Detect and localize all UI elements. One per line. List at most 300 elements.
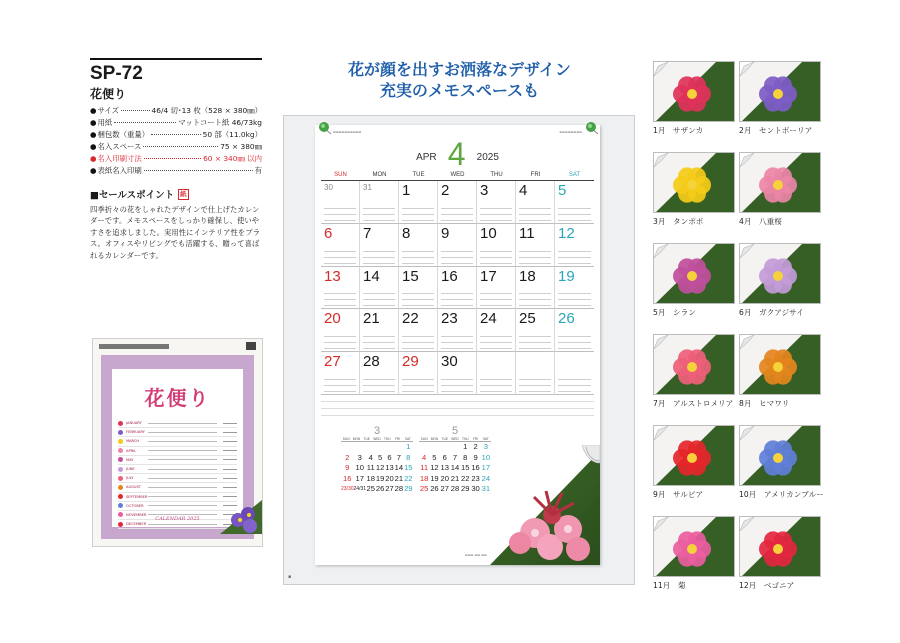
day-cell[interactable]	[321, 309, 360, 352]
calendar-sheet	[315, 125, 600, 565]
mini-day: 13	[440, 463, 449, 473]
mini-next-title: 5	[451, 425, 459, 437]
pink-flower-image	[490, 445, 600, 565]
memo-lines	[480, 331, 512, 349]
day-cell[interactable]	[321, 267, 360, 310]
day-cell[interactable]	[555, 352, 594, 395]
mini-day: 18	[366, 473, 375, 483]
day-number: 4	[519, 182, 528, 199]
mini-day: 15	[404, 463, 413, 473]
mini-day: 8	[406, 452, 411, 462]
day-cell[interactable]	[321, 224, 360, 267]
mini-day: 10	[481, 452, 491, 462]
mini-weekday: TUE	[441, 437, 448, 441]
bullet-icon: ●	[90, 106, 97, 115]
memo-lines	[363, 374, 395, 392]
mini-day: 2	[473, 442, 478, 451]
day-cell[interactable]	[477, 352, 516, 395]
mini-day	[385, 442, 394, 453]
day-number: 15	[402, 267, 419, 285]
cover-month-line	[148, 423, 217, 424]
mini-day: 13	[385, 463, 394, 473]
memo-lines	[363, 203, 395, 221]
sales-point-heading	[90, 187, 262, 201]
mini-day: 1	[406, 442, 411, 451]
mini-weekday: THU	[462, 437, 469, 441]
memo-lines	[321, 395, 594, 421]
cover-month-name: JULY	[126, 476, 134, 481]
day-cell[interactable]	[477, 309, 516, 352]
product-spec	[90, 58, 262, 261]
flower-image	[653, 516, 735, 577]
mini-day: 18	[419, 473, 429, 483]
flower-caption: 2月 セントポーリア	[739, 126, 813, 135]
weekday-label: THU	[490, 172, 503, 178]
mini-day: 21	[450, 473, 460, 483]
calendar-grid	[321, 169, 594, 395]
memo-lines	[480, 288, 512, 306]
memo-lines	[441, 246, 473, 264]
mini-weekday: FRI	[394, 437, 401, 441]
mini-day: 19	[430, 473, 439, 483]
mini-day: 27	[440, 484, 449, 494]
day-cell[interactable]	[399, 181, 438, 224]
flower-thumbnail	[739, 425, 824, 500]
day-cell[interactable]	[477, 224, 516, 267]
flower-thumbnail	[739, 516, 821, 591]
model-number: SP-72	[90, 63, 143, 84]
flower-thumbnail	[653, 425, 735, 500]
cover-month-name: NOVEMBER	[126, 512, 147, 517]
flower-photo	[740, 335, 821, 395]
mini-day: 16	[471, 463, 480, 473]
cover-month-line	[148, 450, 217, 451]
mini-day	[394, 442, 403, 453]
weekday-label: MON	[372, 172, 387, 178]
flower-photo	[654, 426, 735, 486]
mini-day: 14	[450, 463, 460, 473]
flower-caption: 3月 タンポポ	[653, 217, 704, 226]
spec-value: マットコート紙 46/73kg	[178, 118, 262, 127]
cover-month-row	[118, 474, 237, 483]
bullet-icon: ●	[90, 166, 97, 175]
cover-month-name: OCTOBER	[126, 503, 144, 508]
mini-weekday: SUN	[342, 437, 350, 441]
spec-value: 50 部（11.0kg）	[202, 130, 262, 139]
mini-day: 19	[375, 473, 385, 483]
spec-list	[90, 105, 262, 177]
headline-line-2: 充実のメモスペースも	[379, 81, 540, 100]
flower-dot-icon	[118, 476, 123, 481]
spec-label: 梱包数（重量）	[97, 130, 150, 139]
cover-month-mark	[223, 487, 237, 488]
day-cell[interactable]	[399, 224, 438, 267]
mini-weekday: WED	[373, 437, 381, 441]
day-number: 30	[441, 353, 458, 371]
mini-day: 8	[463, 452, 468, 462]
mini-weekday: THU	[384, 437, 391, 441]
flower-image	[653, 152, 735, 213]
headline-line-1: 花が顔を出すお洒落なデザイン	[348, 60, 571, 79]
flower-thumbnail	[739, 243, 821, 318]
flower-image	[653, 243, 735, 304]
mini-weekday: MON	[430, 437, 439, 441]
mini-day: 21	[394, 473, 404, 483]
day-number: 26	[558, 310, 575, 328]
day-cell[interactable]	[555, 267, 594, 310]
memo-lines	[441, 331, 473, 349]
day-cell[interactable]	[438, 352, 477, 395]
cover-month-row	[118, 419, 237, 428]
calendar-header	[315, 136, 600, 172]
flower-thumbnail	[653, 334, 735, 409]
cover-month-mark	[223, 423, 237, 424]
flower-thumbnail	[653, 61, 735, 136]
flower-photo	[654, 153, 735, 213]
mini-day: 30	[471, 484, 480, 494]
mini-day: 17	[355, 473, 364, 483]
cover-month-mark	[223, 432, 237, 433]
flower-thumbnail	[739, 61, 821, 136]
cover-month-row	[118, 437, 237, 446]
mini-weekday: SAT	[482, 437, 489, 441]
mini-day: 1	[463, 442, 468, 451]
mini-day: 22	[461, 473, 470, 483]
flower-dot-icon	[118, 439, 123, 444]
spec-label: 名入スペース	[97, 142, 142, 151]
memo-lines	[441, 203, 473, 221]
day-cell[interactable]	[399, 309, 438, 352]
day-number: 16	[441, 267, 458, 285]
mini-day: 14	[394, 463, 404, 473]
spec-row	[90, 153, 262, 165]
memo-lines	[558, 203, 591, 221]
memo-lines	[324, 246, 356, 264]
mini-day: 26	[430, 484, 439, 494]
cover-thumbnail	[92, 338, 263, 547]
memo-lines	[480, 203, 512, 221]
mini-day: 17	[481, 463, 491, 473]
cover-month-mark	[223, 478, 237, 479]
mini-day	[354, 442, 367, 453]
mini-weekday: WED	[451, 437, 459, 441]
day-number: 19	[558, 267, 575, 285]
memo-lines	[519, 203, 551, 221]
spec-row	[90, 117, 262, 129]
day-cell[interactable]	[516, 352, 555, 395]
memo-lines	[441, 288, 473, 306]
mini-day: 23/30	[341, 486, 354, 493]
product-name: 花便り	[90, 87, 127, 101]
spec-label: 名入印刷寸法	[97, 154, 142, 163]
push-pin-icon	[585, 121, 599, 135]
flower-caption: 1月 サザンカ	[653, 126, 704, 135]
spec-label: 用紙	[97, 118, 113, 127]
memo-lines	[519, 331, 551, 349]
memo-lines	[324, 331, 356, 349]
cover-month-line	[148, 505, 217, 506]
day-number: 30	[324, 183, 333, 192]
day-number: 23	[441, 310, 458, 328]
day-number: 28	[363, 353, 380, 371]
mini-day: 4	[368, 452, 373, 462]
month-number: 4	[447, 136, 466, 172]
day-cell[interactable]	[555, 224, 594, 267]
cover-topbar	[93, 339, 262, 353]
day-cell[interactable]	[399, 352, 438, 395]
flower-dot-icon	[118, 467, 123, 472]
mini-day	[375, 442, 384, 453]
cover-month-line	[148, 441, 217, 442]
spec-value: 有	[254, 166, 262, 175]
day-cell[interactable]	[555, 309, 594, 352]
flower-thumbnail	[653, 516, 735, 591]
flower-image	[739, 243, 821, 304]
memo-lines	[402, 203, 434, 221]
flower-image	[653, 425, 735, 486]
cover-month-name: DECEMBER	[126, 522, 147, 527]
mini-day: 7	[396, 452, 402, 462]
mini-day: 11	[366, 463, 375, 473]
spec-value: 46/4 切･13 枚（528 × 380㎜）	[151, 106, 262, 115]
push-pin-icon	[318, 121, 332, 135]
sales-point-title: ■セールスポイント	[90, 190, 175, 201]
weekday-label: TUE	[412, 172, 425, 178]
mini-day	[419, 442, 429, 453]
mini-day	[450, 442, 460, 453]
flower-photo	[654, 244, 735, 304]
cover-month-mark	[223, 469, 237, 470]
day-number: 29	[402, 353, 419, 371]
day-number: 2	[441, 182, 450, 199]
flower-dot-icon	[118, 503, 123, 508]
mini-day: 27	[385, 484, 394, 494]
memo-lines	[363, 246, 395, 264]
day-number: 8	[402, 224, 411, 242]
memo-lines	[402, 288, 434, 306]
day-cell[interactable]	[438, 181, 477, 224]
cover-month-name: AUGUST	[126, 485, 141, 490]
mini-day: 11	[420, 463, 429, 473]
cover-month-row	[118, 483, 237, 492]
weekday-label: FRI	[530, 172, 541, 178]
mini-day: 29	[404, 484, 413, 494]
mini-day: 6	[387, 452, 392, 462]
mini-prev-title: 3	[373, 425, 381, 437]
day-number: 25	[519, 310, 536, 328]
memo-lines	[519, 374, 551, 392]
day-cell[interactable]	[516, 181, 555, 224]
mini-day: 12	[430, 463, 439, 473]
mini-weekday: SUN	[420, 437, 428, 441]
day-number: 17	[480, 267, 497, 285]
mini-weekday: FRI	[472, 437, 479, 441]
day-cell[interactable]	[438, 267, 477, 310]
day-cell[interactable]	[438, 309, 477, 352]
flower-dot-icon	[118, 485, 123, 490]
year-label: 2025	[476, 152, 499, 163]
mini-day: 4	[422, 452, 427, 462]
day-cell[interactable]	[438, 224, 477, 267]
day-cell[interactable]	[477, 181, 516, 224]
flower-photo	[740, 244, 821, 304]
day-cell[interactable]	[477, 267, 516, 310]
mini-day: 28	[450, 484, 460, 494]
mini-day: 25	[419, 484, 429, 494]
flower-photo	[740, 517, 821, 577]
paper-badge: 紙	[180, 189, 187, 198]
day-cell[interactable]	[321, 181, 360, 224]
day-cell[interactable]	[516, 267, 555, 310]
day-grid	[321, 181, 594, 395]
day-cell[interactable]	[360, 352, 399, 395]
weekday-header	[321, 169, 594, 181]
mini-day	[429, 442, 439, 453]
memo-lines	[558, 246, 591, 264]
day-number: 7	[363, 224, 372, 242]
spec-leader	[144, 170, 253, 171]
cover-month-name: FEBRUARY	[126, 430, 145, 435]
flower-caption: 7月 アルストロメリア	[653, 399, 734, 408]
day-cell[interactable]	[360, 224, 399, 267]
memo-lines	[324, 288, 356, 306]
day-number: 21	[363, 310, 380, 328]
day-number: 6	[324, 224, 333, 242]
flower-image	[653, 61, 735, 122]
mini-day: 16	[343, 473, 352, 483]
mini-day: 31	[481, 484, 491, 494]
mini-calendar-prev	[341, 425, 413, 495]
spec-leader	[114, 122, 176, 123]
wall-background: ▪	[283, 115, 635, 585]
day-number: 10	[480, 224, 497, 242]
cover-month-row	[118, 465, 237, 474]
flower-image	[739, 516, 821, 577]
cover-month-mark	[223, 450, 237, 451]
flower-photo	[654, 62, 735, 122]
cover-footer: CALENDAR 2025	[155, 516, 200, 522]
memo-lines	[402, 374, 434, 392]
mini-day: 10	[355, 463, 364, 473]
flower-image	[739, 334, 821, 395]
day-number: 3	[480, 182, 489, 199]
day-cell[interactable]	[516, 224, 555, 267]
day-cell[interactable]	[555, 181, 594, 224]
mini-day: 12	[375, 463, 385, 473]
mini-day: 25	[366, 484, 375, 494]
calendar-top-fineprint: ▬▬▬▬▬▬▬▬▬▬ ▬▬▬▬▬▬▬▬	[333, 130, 582, 134]
day-number: 18	[519, 267, 536, 285]
cover-month-name: JANUARY	[126, 421, 142, 426]
day-number: 13	[324, 267, 341, 285]
weekday-label: SUN	[334, 172, 347, 178]
memo-lines	[480, 374, 512, 392]
bullet-icon: ●	[90, 142, 97, 151]
flower-caption: 10月 アメリカンブルー	[739, 490, 824, 499]
memo-lines	[558, 374, 591, 392]
month-label: APR	[416, 152, 437, 163]
day-cell[interactable]	[399, 267, 438, 310]
cover-month-mark	[223, 441, 237, 442]
mini-day: 24	[481, 473, 491, 483]
spec-label: 表紙名入印刷	[97, 166, 142, 175]
flower-thumbnail	[653, 243, 735, 318]
day-number: 11	[519, 224, 535, 242]
cover-month-line	[148, 432, 217, 433]
cover-month-name: MARCH	[126, 439, 140, 444]
spec-row	[90, 141, 262, 153]
flower-thumbnail	[739, 334, 821, 409]
bullet-icon: ●	[90, 154, 97, 163]
day-cell[interactable]	[360, 267, 399, 310]
mini-day: 24/31	[353, 486, 367, 493]
headline	[262, 59, 657, 101]
bullet-icon: ●	[90, 130, 97, 139]
memo-lines	[480, 246, 512, 264]
day-number: 27	[324, 353, 341, 371]
flower-dot-icon	[118, 522, 123, 527]
mini-day: 5	[432, 452, 437, 462]
memo-lines	[363, 331, 395, 349]
flower-photo	[740, 426, 821, 486]
flower-dot-icon	[118, 494, 123, 499]
mini-calendar-next	[419, 425, 491, 495]
day-number: 14	[363, 267, 380, 285]
flower-dot-icon	[118, 430, 123, 435]
mini-day: 2	[345, 452, 350, 462]
cover-month-name: SEPTEMBER	[126, 494, 148, 499]
spec-leader	[143, 146, 218, 147]
cover-title: 花便り	[144, 386, 211, 410]
flower-dot-icon	[118, 448, 123, 453]
mini-weekday: MON	[352, 437, 361, 441]
mini-prev-grid	[341, 442, 413, 495]
cover-month-mark	[223, 496, 237, 497]
day-number: 5	[558, 182, 567, 199]
spec-value: 75 × 380㎜	[220, 142, 262, 151]
calendar-fineprint: ▬▬▬ ▬▬ ▬▬	[465, 553, 487, 557]
cover-month-line	[148, 478, 217, 479]
day-cell[interactable]	[360, 181, 399, 224]
mini-weekday: SAT	[404, 437, 411, 441]
mini-day	[366, 442, 375, 453]
spec-leader	[121, 110, 150, 111]
flower-caption: 8月 ヒマワリ	[739, 399, 790, 408]
spec-leader	[151, 134, 200, 135]
mini-day: 9	[345, 463, 350, 473]
flower-caption: 6月 ガクアジサイ	[739, 308, 804, 317]
day-cell[interactable]	[360, 309, 399, 352]
flower-thumbnail	[653, 152, 735, 227]
cover-month-line	[148, 487, 217, 488]
day-cell[interactable]	[321, 352, 360, 395]
flower-photo	[654, 517, 735, 577]
cover-month-name: MAY	[126, 457, 134, 462]
mini-day: 6	[442, 452, 447, 462]
day-cell[interactable]	[516, 309, 555, 352]
mini-day: 9	[473, 452, 478, 462]
mini-day: 15	[461, 463, 470, 473]
flower-photo	[740, 62, 821, 122]
memo-lines	[441, 374, 473, 392]
bullet-icon: ●	[90, 118, 97, 127]
flower-thumbnail	[739, 152, 821, 227]
spec-rule	[90, 58, 262, 60]
cover-month-row	[118, 428, 237, 437]
spec-label: サイズ	[97, 106, 120, 115]
flower-photo	[740, 153, 821, 213]
flower-image	[739, 61, 821, 122]
